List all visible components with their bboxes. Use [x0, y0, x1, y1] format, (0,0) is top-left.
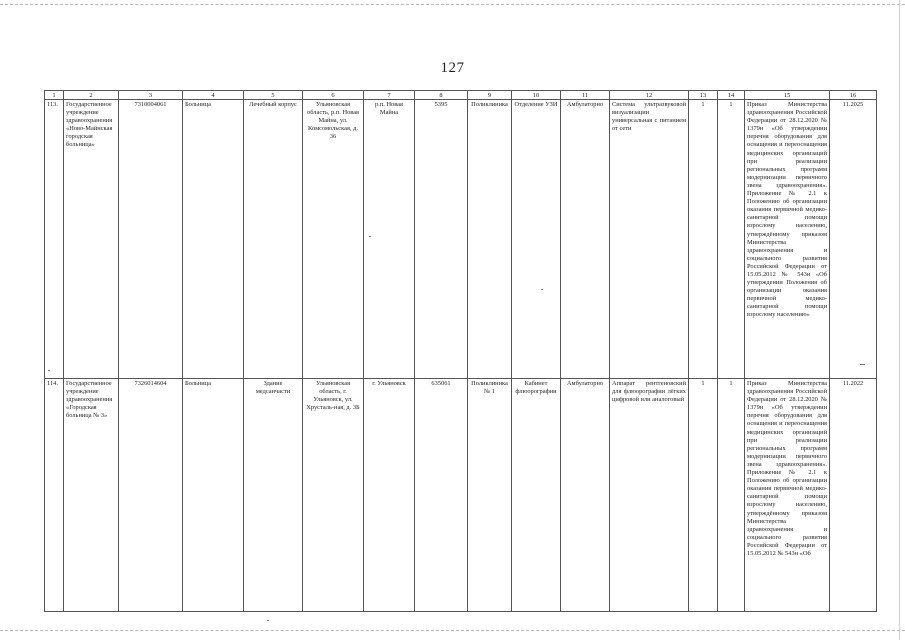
delivery-date: 11.2025	[830, 100, 877, 379]
scan-speck	[48, 370, 50, 371]
column-number: 15	[745, 91, 830, 100]
column-number: 8	[415, 91, 468, 100]
equipment-name: Система ультразвуковой визуализации универсальная с питанием от сети	[610, 100, 689, 379]
quantity-b: 1	[718, 100, 745, 379]
column-number-row	[45, 91, 877, 100]
department: Кабинет флюорографии	[512, 379, 561, 612]
scan-speck	[267, 620, 269, 621]
column-number: 9	[468, 91, 512, 100]
column-number: 14	[718, 91, 745, 100]
column-number: 7	[364, 91, 415, 100]
column-number: 4	[183, 91, 244, 100]
institution-type: Больница	[183, 379, 244, 612]
scan-speck	[860, 364, 865, 365]
row-number: 113.	[45, 100, 64, 379]
population: 635061	[415, 379, 468, 612]
column-number: 3	[119, 91, 183, 100]
scan-speck	[369, 236, 371, 237]
column-number: 1	[45, 91, 64, 100]
address: Ульяновская область, р.п. Новая Майна, ул. Комсомольская, д. 36	[303, 100, 364, 379]
inn-value: 7310004061	[119, 100, 183, 379]
equipment-table	[44, 90, 877, 612]
building-name: Здание медсанчасти	[244, 379, 303, 612]
delivery-date: 11.2022	[830, 379, 877, 612]
column-number: 13	[689, 91, 718, 100]
row-number: 114.	[45, 379, 64, 612]
institution-name: Государственное учреждение здравоохранения «Ново-Майнская городская больница»	[64, 100, 119, 379]
legal-basis: Приказ Министерства здравоохранения Российской Федерации от 28.12.2020 № 1379н «Об утверждении перечня оборудования для оснащения и переоснащения медицинских организаций при реализации региональных программ модернизации первичного звена здравоохранения». Приложение № 2.1 к Положению об организации оказания первичной медико-санитарной помощи взрослому населению, утверждённому приказом Министерства здравоохранения и социального развития Российской Федерации от 15.05.2012 № 543н «Об	[745, 379, 830, 612]
equipment-name: Аппарат рентгеновский для флюорографии лёгких цифровой или аналоговый	[610, 379, 689, 612]
column-number: 16	[830, 91, 877, 100]
locality: г. Ульяновск	[364, 379, 415, 612]
page-number: 127	[440, 60, 465, 76]
care-form: Амбулаторно	[561, 379, 610, 612]
institution-name: Государственное учреждение здравоохранения «Городская больница № 3»	[64, 379, 119, 612]
quantity-b: 1	[718, 379, 745, 612]
column-number: 2	[64, 91, 119, 100]
quantity-a: 1	[689, 379, 718, 612]
department: Отделение УЗИ	[512, 100, 561, 379]
scan-speck	[541, 289, 543, 290]
scan-edge-right	[899, 0, 900, 640]
scan-edge-bottom	[0, 630, 905, 631]
building-name: Лечебный корпус	[244, 100, 303, 379]
inn-value: 7326014604	[119, 379, 183, 612]
care-form: Амбулаторно	[561, 100, 610, 379]
column-number: 5	[244, 91, 303, 100]
locality: р.п. Новая Майна	[364, 100, 415, 379]
column-number: 10	[512, 91, 561, 100]
address: Ульяновская область, г. Ульяновск, ул. Хрусталь-ная, д. 3Б	[303, 379, 364, 612]
institution-type: Больница	[183, 100, 244, 379]
column-number: 12	[610, 91, 689, 100]
legal-basis: Приказ Министерства здравоохранения Российской Федерации от 28.12.2020 № 1379н «Об утверждении перечня оборудования для оснащения и переоснащения медицинских организаций при реализации региональных программ модернизации первичного звена здравоохранения». Приложение № 2.1 к Положению об организации оказания первичной медико-санитарной помощи взрослому населению, утверждённому приказом Министерства здравоохранения и социального развития Российской Федерации от 15.05.2012 № 543н «Об утверждении Положения об организации оказания первичной медико-санитарной помощи взрослому населению»	[745, 100, 830, 379]
scan-edge-top	[0, 4, 905, 5]
column-number: 6	[303, 91, 364, 100]
subdivision: Поликлиника № 1	[468, 379, 512, 612]
subdivision: Поликлиника	[468, 100, 512, 379]
column-number: 11	[561, 91, 610, 100]
quantity-a: 1	[689, 100, 718, 379]
population: 5395	[415, 100, 468, 379]
table-row	[45, 100, 877, 379]
table-row	[45, 379, 877, 612]
